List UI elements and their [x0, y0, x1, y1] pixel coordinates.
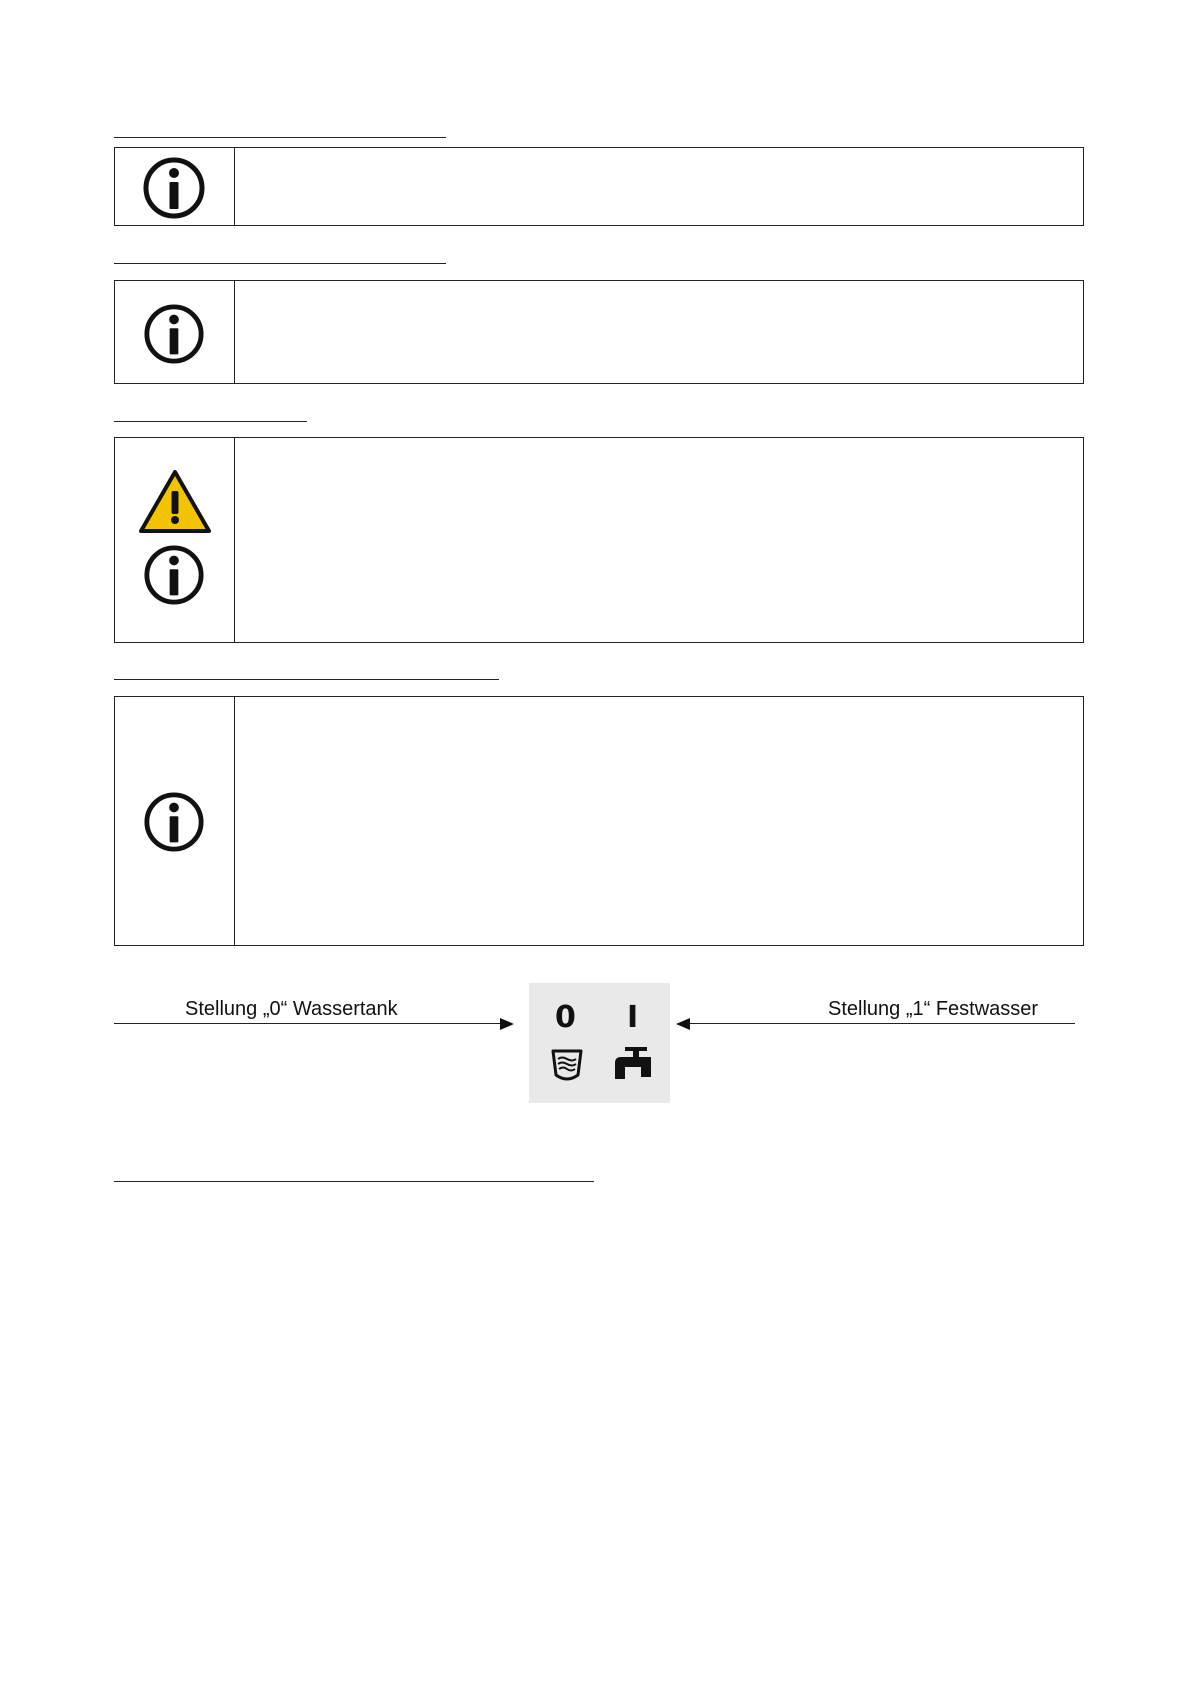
position-1-symbol: I [627, 1000, 639, 1035]
switch-right-label: Stellung „1“ Festwasser [828, 998, 1039, 1020]
section-heading-underline [114, 137, 446, 138]
notice-divider [234, 281, 235, 383]
notice-box-3 [114, 437, 1084, 643]
section-heading-underline [114, 421, 307, 422]
info-icon [143, 791, 205, 853]
info-icon [143, 303, 205, 365]
section-heading-underline [114, 679, 499, 680]
left-arrow-line [114, 1023, 504, 1024]
section-heading-underline [114, 263, 446, 264]
right-arrow-line [688, 1023, 1075, 1024]
notice-divider [234, 697, 235, 945]
switch-panel [529, 983, 670, 1103]
notice-divider [234, 148, 235, 225]
notice-divider [234, 438, 235, 642]
switch-left-label: Stellung „0“ Wassertank [185, 998, 398, 1020]
arrow-left-icon [676, 1018, 690, 1030]
notice-box-2 [114, 280, 1084, 384]
position-0-symbol: 0 [555, 1000, 576, 1035]
section-heading-underline [114, 1181, 594, 1182]
notice-box-1 [114, 147, 1084, 226]
info-icon [143, 544, 205, 606]
warning-icon [138, 469, 212, 535]
water-tank-icon [550, 1048, 584, 1084]
arrow-right-icon [500, 1018, 514, 1030]
notice-box-4 [114, 696, 1084, 946]
water-tap-icon [611, 1045, 655, 1081]
info-icon [142, 156, 206, 220]
